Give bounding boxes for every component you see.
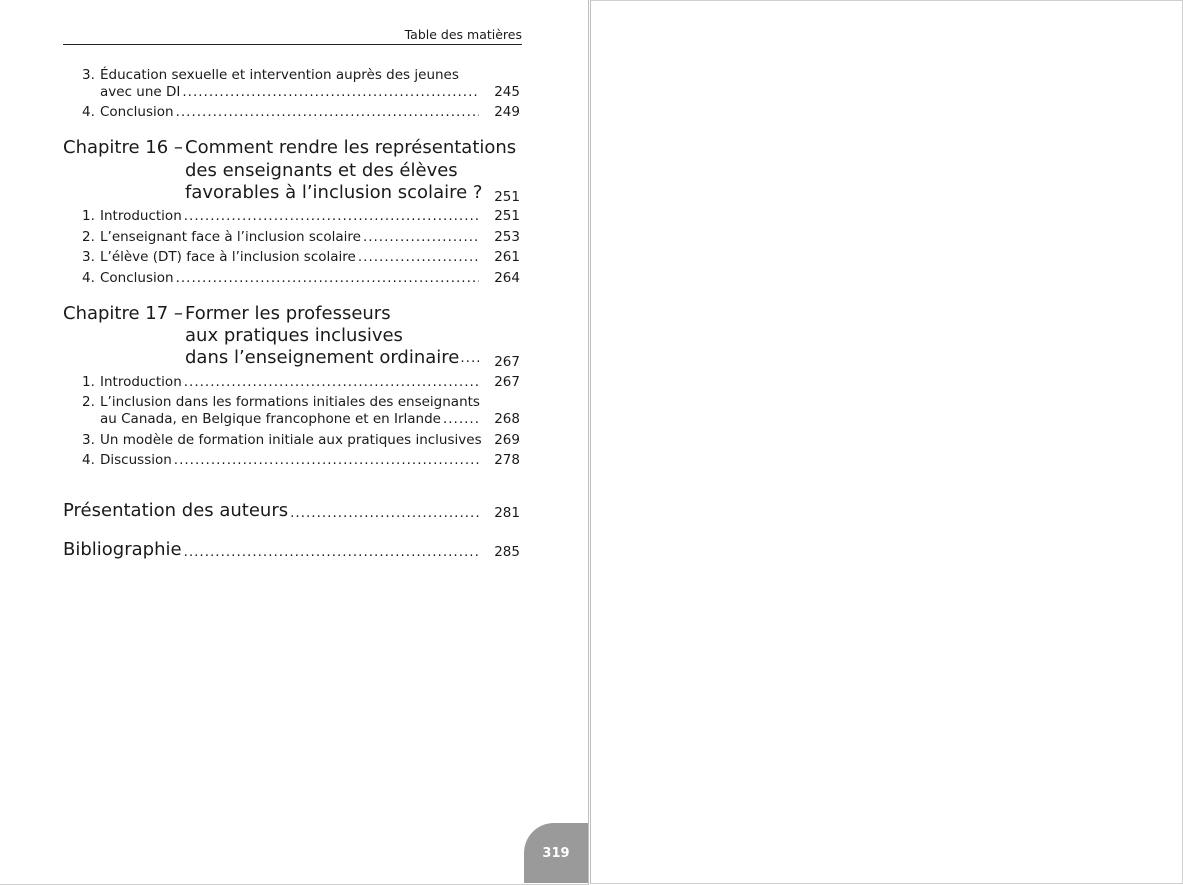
toc-entry-number: 3. [82,249,95,265]
toc-entry-title: Un modèle de formation initiale aux pratiques inclusives [100,432,482,448]
section-title: Bibliographie [63,539,182,560]
toc-entry-title: L’élève (DT) face à l’inclusion scolaire [100,249,356,265]
toc-entry-number: 1. [82,374,95,390]
leader-dots [290,500,479,524]
chapter-title-line: Former les professeurs [185,303,391,324]
toc-entry-title-last [100,104,479,121]
toc-entry-title-last [100,411,479,428]
toc-entry-page: 261 [494,249,520,265]
chapter-label: Chapitre 17 – [63,303,183,324]
chapter-title: dans l’enseignement ordinaire [185,347,460,368]
leader-dots [184,539,479,563]
chapter-title-line: aux pratiques inclusives [185,325,403,346]
section-title-last [63,539,479,563]
chapter-label: Chapitre 16 – [63,137,183,158]
running-header: Table des matières [63,27,522,45]
toc-entry-number: 2. [82,229,95,245]
toc-entry[interactable] [63,394,522,428]
toc-entry-title: au Canada, en Belgique francophone et en Irlande [100,411,441,427]
toc-entry-title: Introduction [100,208,182,224]
section-page: 281 [494,505,520,521]
toc-entry-page: 269 [494,432,520,448]
page-number-tab: 319 [524,823,588,883]
left-page [0,0,589,885]
section-title: Présentation des auteurs [63,500,289,521]
toc-entry-page: 267 [494,374,520,390]
section-page: 285 [494,544,520,560]
leader-dots [363,229,479,246]
toc-entry-page: 251 [494,208,520,224]
toc-entry-title: Introduction [100,374,182,390]
toc-entry-number: 2. [82,394,95,410]
leader-dots [460,347,479,370]
chapter-title-line: des enseignants et des élèves [185,160,458,181]
toc-entry-number: 4. [82,104,95,120]
leader-dots [443,411,479,428]
toc-entry-page: 264 [494,270,520,286]
toc-entry-title-last [100,270,479,287]
toc-entry-number: 4. [82,452,95,468]
chapter-page: 267 [494,354,520,370]
toc-entry-page: 245 [494,84,520,100]
chapter-title-line: Comment rendre les représentations [185,137,517,158]
leader-dots [176,104,479,121]
toc-entry[interactable] [63,67,522,101]
toc-entry-number: 3. [82,432,95,448]
toc-entry-page: 268 [494,411,520,427]
toc-entry-title-last [100,452,479,469]
leader-dots [182,84,479,101]
right-page [590,0,1183,884]
toc-entry-title-last [100,432,482,449]
chapter-title: favorables à l’inclusion scolaire ? [185,182,483,203]
toc-entry-title-last [100,84,479,101]
leader-dots [174,452,479,469]
toc-entry-title: L’enseignant face à l’inclusion scolaire [100,229,361,245]
toc-entry-page: 278 [494,452,520,468]
toc-entry-title-last [100,229,479,246]
toc-entry-number: 3. [82,67,95,83]
leader-dots [184,208,479,225]
chapter-page: 251 [494,189,520,205]
toc-entry-page: 249 [494,104,520,120]
leader-dots [176,270,479,287]
toc-entry-title: avec une DI [100,84,181,100]
toc-entry-title: Conclusion [100,104,174,120]
toc-entry-page: 253 [494,229,520,245]
toc-entry-title-last [100,208,479,225]
toc-entry-number: 1. [82,208,95,224]
toc-entry-title-line: L’inclusion dans les formations initiales des enseignants [100,394,480,410]
leader-dots [358,249,479,266]
chapter-title-last [185,347,479,370]
chapter-title-last [185,182,483,205]
leader-dots [184,374,479,391]
toc-entry-title-last [100,249,479,266]
toc-entry-title-last [100,374,479,391]
toc-entry-number: 4. [82,270,95,286]
toc-entry-title: Discussion [100,452,172,468]
toc-entry-title-line: Éducation sexuelle et intervention auprès des jeunes [100,67,459,83]
toc-entry-title: Conclusion [100,270,174,286]
section-title-last [63,500,479,524]
